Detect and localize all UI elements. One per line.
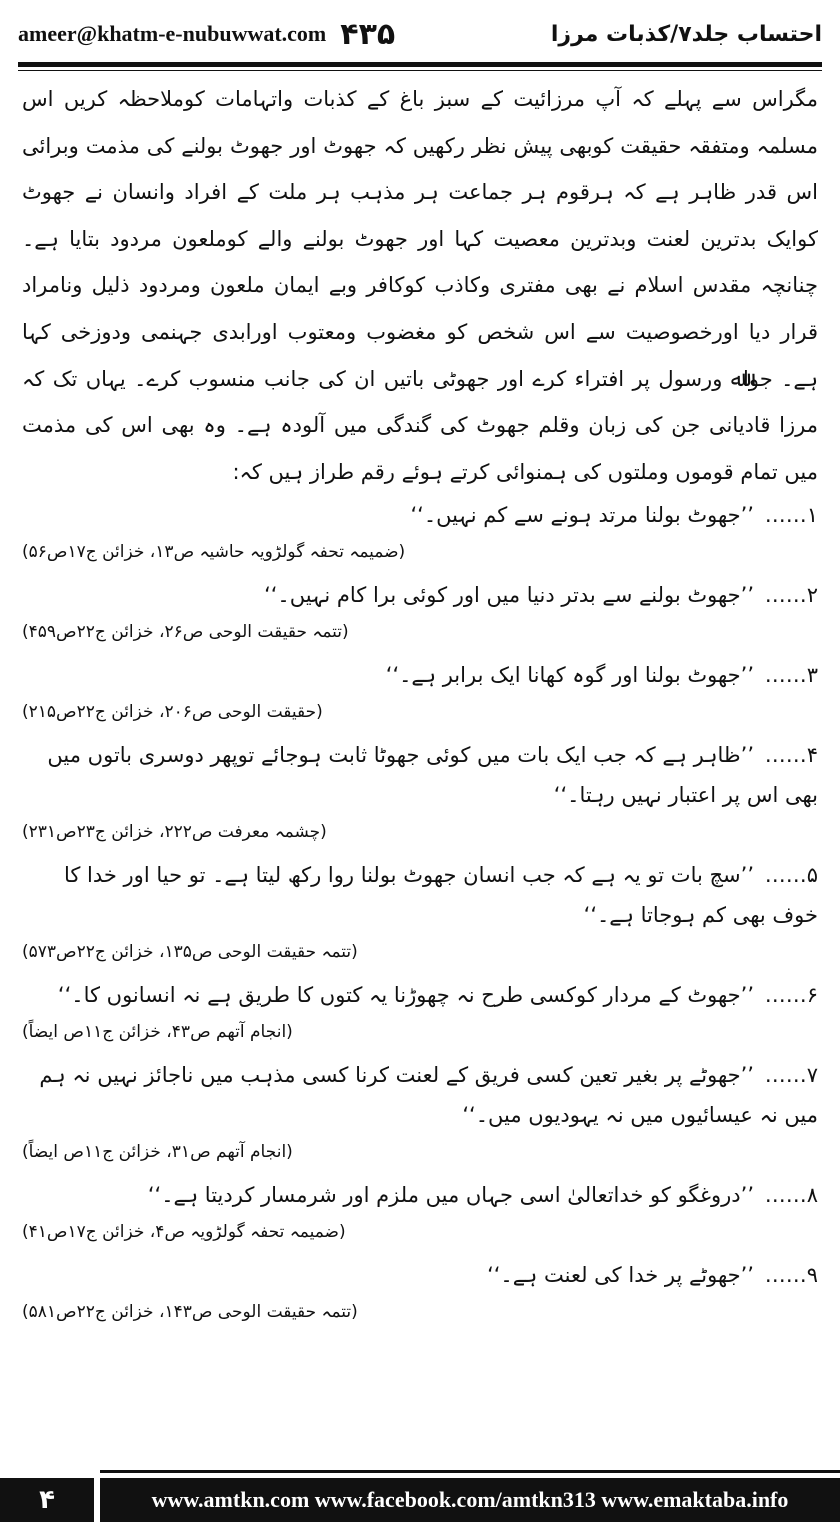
- quote-text: ’’جھوٹ کے مردار کوکسی طرح نہ چھوڑنا یہ کتوں کا طریق ہے نہ انسانوں کا۔‘‘: [57, 983, 754, 1008]
- quote-number: ۳……: [764, 663, 818, 688]
- quote-reference: (انجام آتھم ص۳۱، خزائن ج۱۱ص ایضاً): [22, 1142, 293, 1163]
- footer-rule: [100, 1470, 840, 1473]
- quote-item-3: [22, 655, 818, 729]
- page-footer: [0, 1478, 840, 1522]
- quote-text: ’’جھوٹے پر بغیر تعین کسی فریق کے لعنت کرنا کسی مذہب میں ناجائز نہیں نہ ہم میں نہ عیسائیوں میں نہ یہودیوں میں۔‘‘: [39, 1063, 818, 1128]
- quote-reference: (تتمہ حقیقت الوحی ص۲۶، خزائن ج۲۲ص۴۵۹): [22, 622, 349, 643]
- footer-page-number: ۴: [0, 1478, 94, 1522]
- quote-text: ’’جھوٹ بولنے سے بدتر دنیا میں اور کوئی برا کام نہیں۔‘‘: [264, 583, 754, 608]
- quote-item-8: [22, 1175, 818, 1249]
- quote-text: ’’جھوٹ بولنا اور گوہ کھانا ایک برابر ہے۔‘‘: [385, 663, 754, 688]
- quote-item-2: [22, 575, 818, 649]
- quote-reference: (تتمہ حقیقت الوحی ص۱۳۵، خزائن ج۲۲ص۵۷۳): [22, 942, 358, 963]
- quote-number: ۸……: [764, 1183, 818, 1208]
- quote-text: ’’ظاہر ہے کہ جب ایک بات میں کوئی جھوٹا ثابت ہوجائے توپھر دوسری باتوں میں بھی اس پر اعتبار نہیں رہتا۔‘‘: [47, 743, 818, 808]
- quote-item-5: [22, 855, 818, 969]
- quote-item-9: [22, 1255, 818, 1329]
- header-email: ameer@khatm-e-nubuwwat.com: [18, 21, 327, 46]
- quote-reference: (حقیقت الوحی ص۲۰۶، خزائن ج۲۲ص۲۱۵): [22, 702, 323, 723]
- quote-item-4: [22, 735, 818, 849]
- quote-text: ’’سچ بات تو یہ ہے کہ جب انسان جھوٹ بولنا روا رکھ لیتا ہے۔ تو حیا اور خدا کا خوف بھی کم ہوجاتا ہے۔‘‘: [63, 863, 818, 928]
- header-page-number: ۴۳۵: [340, 16, 396, 52]
- quote-item-7: [22, 1055, 818, 1169]
- header-rule-thin: [18, 70, 822, 71]
- header-rule-thick: [18, 62, 822, 67]
- quote-reference: (ضمیمہ تحفہ گولڑویہ ص۴، خزائن ج۱۷ص۴۱): [22, 1222, 346, 1243]
- quote-reference: (ضمیمہ تحفہ گولڑویہ حاشیہ ص۱۳، خزائن ج۱۷ص۵۶): [22, 542, 406, 563]
- quote-reference: (انجام آتھم ص۴۳، خزائن ج۱۱ص ایضاً): [22, 1022, 293, 1043]
- quote-number: ۹……: [764, 1263, 818, 1288]
- page-content: [22, 76, 818, 1446]
- page-header: [18, 8, 822, 60]
- quote-text: ’’جھوٹے پر خدا کی لعنت ہے۔‘‘: [487, 1263, 754, 1288]
- quote-item-6: [22, 975, 818, 1049]
- header-left: [18, 17, 395, 52]
- quote-reference: (چشمہ معرفت ص۲۲۲، خزائن ج۲۳ص۲۳۱): [22, 822, 327, 843]
- quote-number: ۱……: [764, 503, 818, 528]
- quote-reference: (تتمہ حقیقت الوحی ص۱۴۳، خزائن ج۲۲ص۵۸۱): [22, 1302, 358, 1323]
- quote-item-1: [22, 495, 818, 569]
- quote-text: ’’جھوٹ بولنا مرتد ہونے سے کم نہیں۔‘‘: [410, 503, 754, 528]
- footer-links: www.amtkn.com www.facebook.com/amtkn313 www.emaktaba.info: [100, 1478, 840, 1522]
- quote-number: ۶……: [764, 983, 818, 1008]
- quote-number: ۲……: [764, 583, 818, 608]
- quote-text: ’’دروغگو کو خداتعالیٰ اسی جہاں میں ملزم اور شرمسار کردیتا ہے۔‘‘: [147, 1183, 754, 1208]
- intro-paragraph: مگراس سے پہلے کہ آپ مرزائیت کے سبز باغ کے کذبات واتہامات کوملاحظہ کریں اس مسلمہ ومتفقہ حقیقت کوبھی پیش نظر رکھیں کہ جھوٹ اور جھوٹ بولنے کی مذمت وبرائی اس قدر ظاہر ہے کہ ہرقوم ہر جماعت ہر مذہب ہر ملت کے افراد وانسان نے جھوٹ کوایک بدترین لعنت وبدترین معصیت کہا اور جھوٹ بولنے والے کوملعون مردود بتایا ہے۔ چنانچہ مقدس اسلام نے بھی مفتری وکاذب کوکافر وبے ایمان ملعون ومردود ذلیل ونامراد قرار دیا اورخصوصیت سے اس شخص کو مغضوب ومعتوب اورابدی جہنمی ودوزخی کہا ہے۔ جواﷲ ورسول پر افتراء کرے اور جھوٹی باتیں ان کی جانب منسوب کرے۔ یہاں تک کہ مرزا قادیانی جن کی زبان وقلم جھوٹ کی گندگی میں آلودہ ہے۔ وہ بھی اس کی مذمت میں تمام قوموں وملتوں کی ہمنوائی کرتے ہوئے رقم طراز ہیں کہ:: [22, 87, 818, 484]
- header-book-title: احتساب جلد۷/کذبات مرزا: [550, 21, 822, 47]
- quote-number: ۷……: [764, 1063, 818, 1088]
- quote-number: ۵……: [764, 863, 818, 888]
- quote-number: ۴……: [764, 743, 818, 768]
